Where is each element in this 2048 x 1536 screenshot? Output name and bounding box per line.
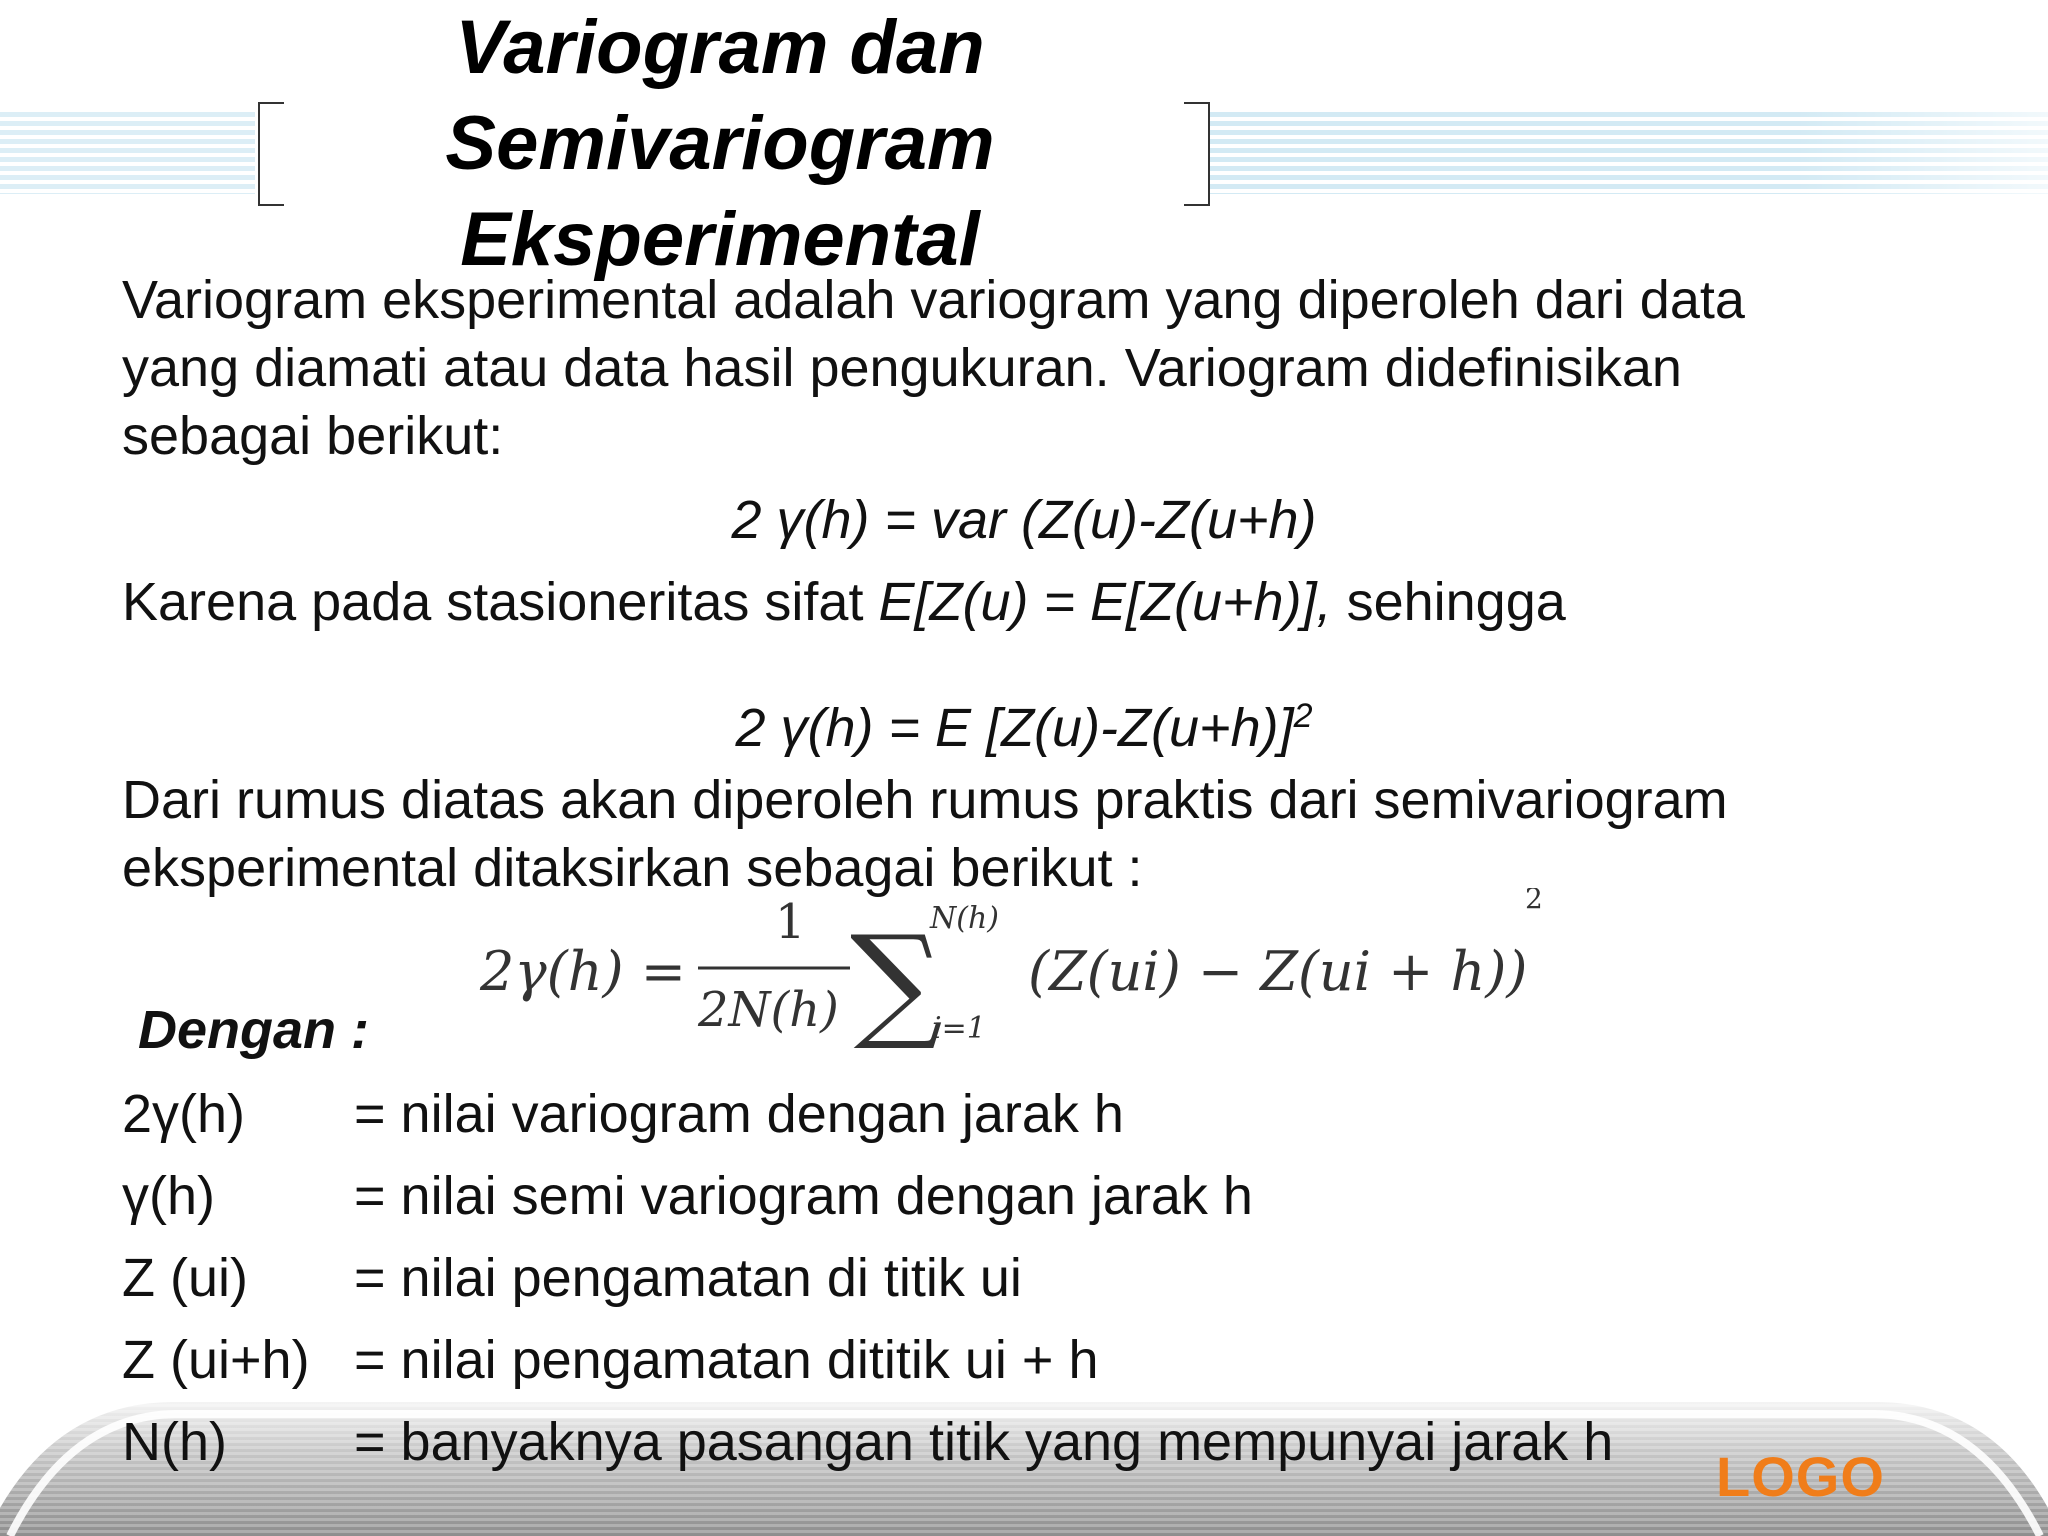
karena-expression: E[Z(u) = E[Z(u+h)], — [878, 572, 1332, 632]
intro-line-1: Variogram eksperimental adalah variogram yang diperoleh dari data — [122, 270, 1745, 330]
header-stripes-right — [1210, 112, 2048, 194]
intro-line-3: sebagai berikut: — [122, 406, 504, 466]
semivariogram-formula — [470, 888, 1570, 1048]
karena-suffix: sehingga — [1331, 572, 1566, 632]
formula-sigma: ∑ — [850, 907, 943, 1048]
dari-line-2: eksperimental ditaksirkan sebagai berikut : — [122, 838, 1143, 898]
definition-description: = nilai pengamatan di titik ui — [354, 1248, 1022, 1308]
formula-denominator: 2N(h) — [698, 982, 839, 1038]
slide-title — [330, 0, 1110, 288]
definition-symbol: Z (ui+h) — [122, 1330, 310, 1390]
definition-symbol: γ(h) — [122, 1166, 215, 1226]
definition-symbol: 2γ(h) — [122, 1084, 246, 1144]
formula-body: (Z(ui) − Z(ui + h)) — [1028, 940, 1528, 1003]
formula-sum-upper: N(h) — [930, 901, 999, 936]
definition-description: = nilai pengamatan dititik ui + h — [354, 1330, 1099, 1390]
logo: LOGO — [1716, 1445, 1885, 1508]
formula-lhs: 2γ(h) = — [480, 940, 686, 1003]
karena-prefix: Karena pada stasioneritas sifat — [122, 572, 879, 632]
header-stripes-left — [0, 112, 255, 194]
dari-line-1: Dari rumus diatas akan diperoleh rumus praktis dari semivariogram — [122, 770, 1728, 830]
formula-numerator: 1 — [775, 894, 806, 950]
equation-variogram-var: 2 γ(h) = var (Z(u)-Z(u+h) — [731, 490, 1317, 550]
title-line-2: Semivariogram — [445, 101, 995, 186]
intro-line-2: yang diamati atau data hasil pengukuran. Variogram didefinisikan — [122, 338, 1682, 398]
formula-sum-lower: i=1 — [932, 1011, 986, 1046]
dengan-label: Dengan : — [138, 1000, 370, 1060]
definition-description: = banyaknya pasangan titik yang mempunyai jarak h — [354, 1412, 1614, 1472]
title-line-1: Variogram dan — [455, 5, 985, 90]
formula-power: 2 — [1525, 888, 1543, 915]
definition-symbol: Z (ui) — [122, 1248, 248, 1308]
equation2-main: 2 γ(h) = E [Z(u)-Z(u+h)] — [735, 698, 1294, 758]
definition-description: = nilai semi variogram dengan jarak h — [354, 1166, 1253, 1226]
equation-variogram-expectation — [0, 682, 2048, 762]
title-line-3: Eksperimental — [460, 197, 980, 282]
definition-description: = nilai variogram dengan jarak h — [354, 1084, 1124, 1144]
definition-symbol: N(h) — [122, 1412, 227, 1472]
equation2-superscript: 2 — [1293, 697, 1313, 735]
title-bracket-left — [258, 102, 284, 206]
karena-line — [122, 568, 1566, 636]
title-bracket-right — [1184, 102, 1210, 206]
